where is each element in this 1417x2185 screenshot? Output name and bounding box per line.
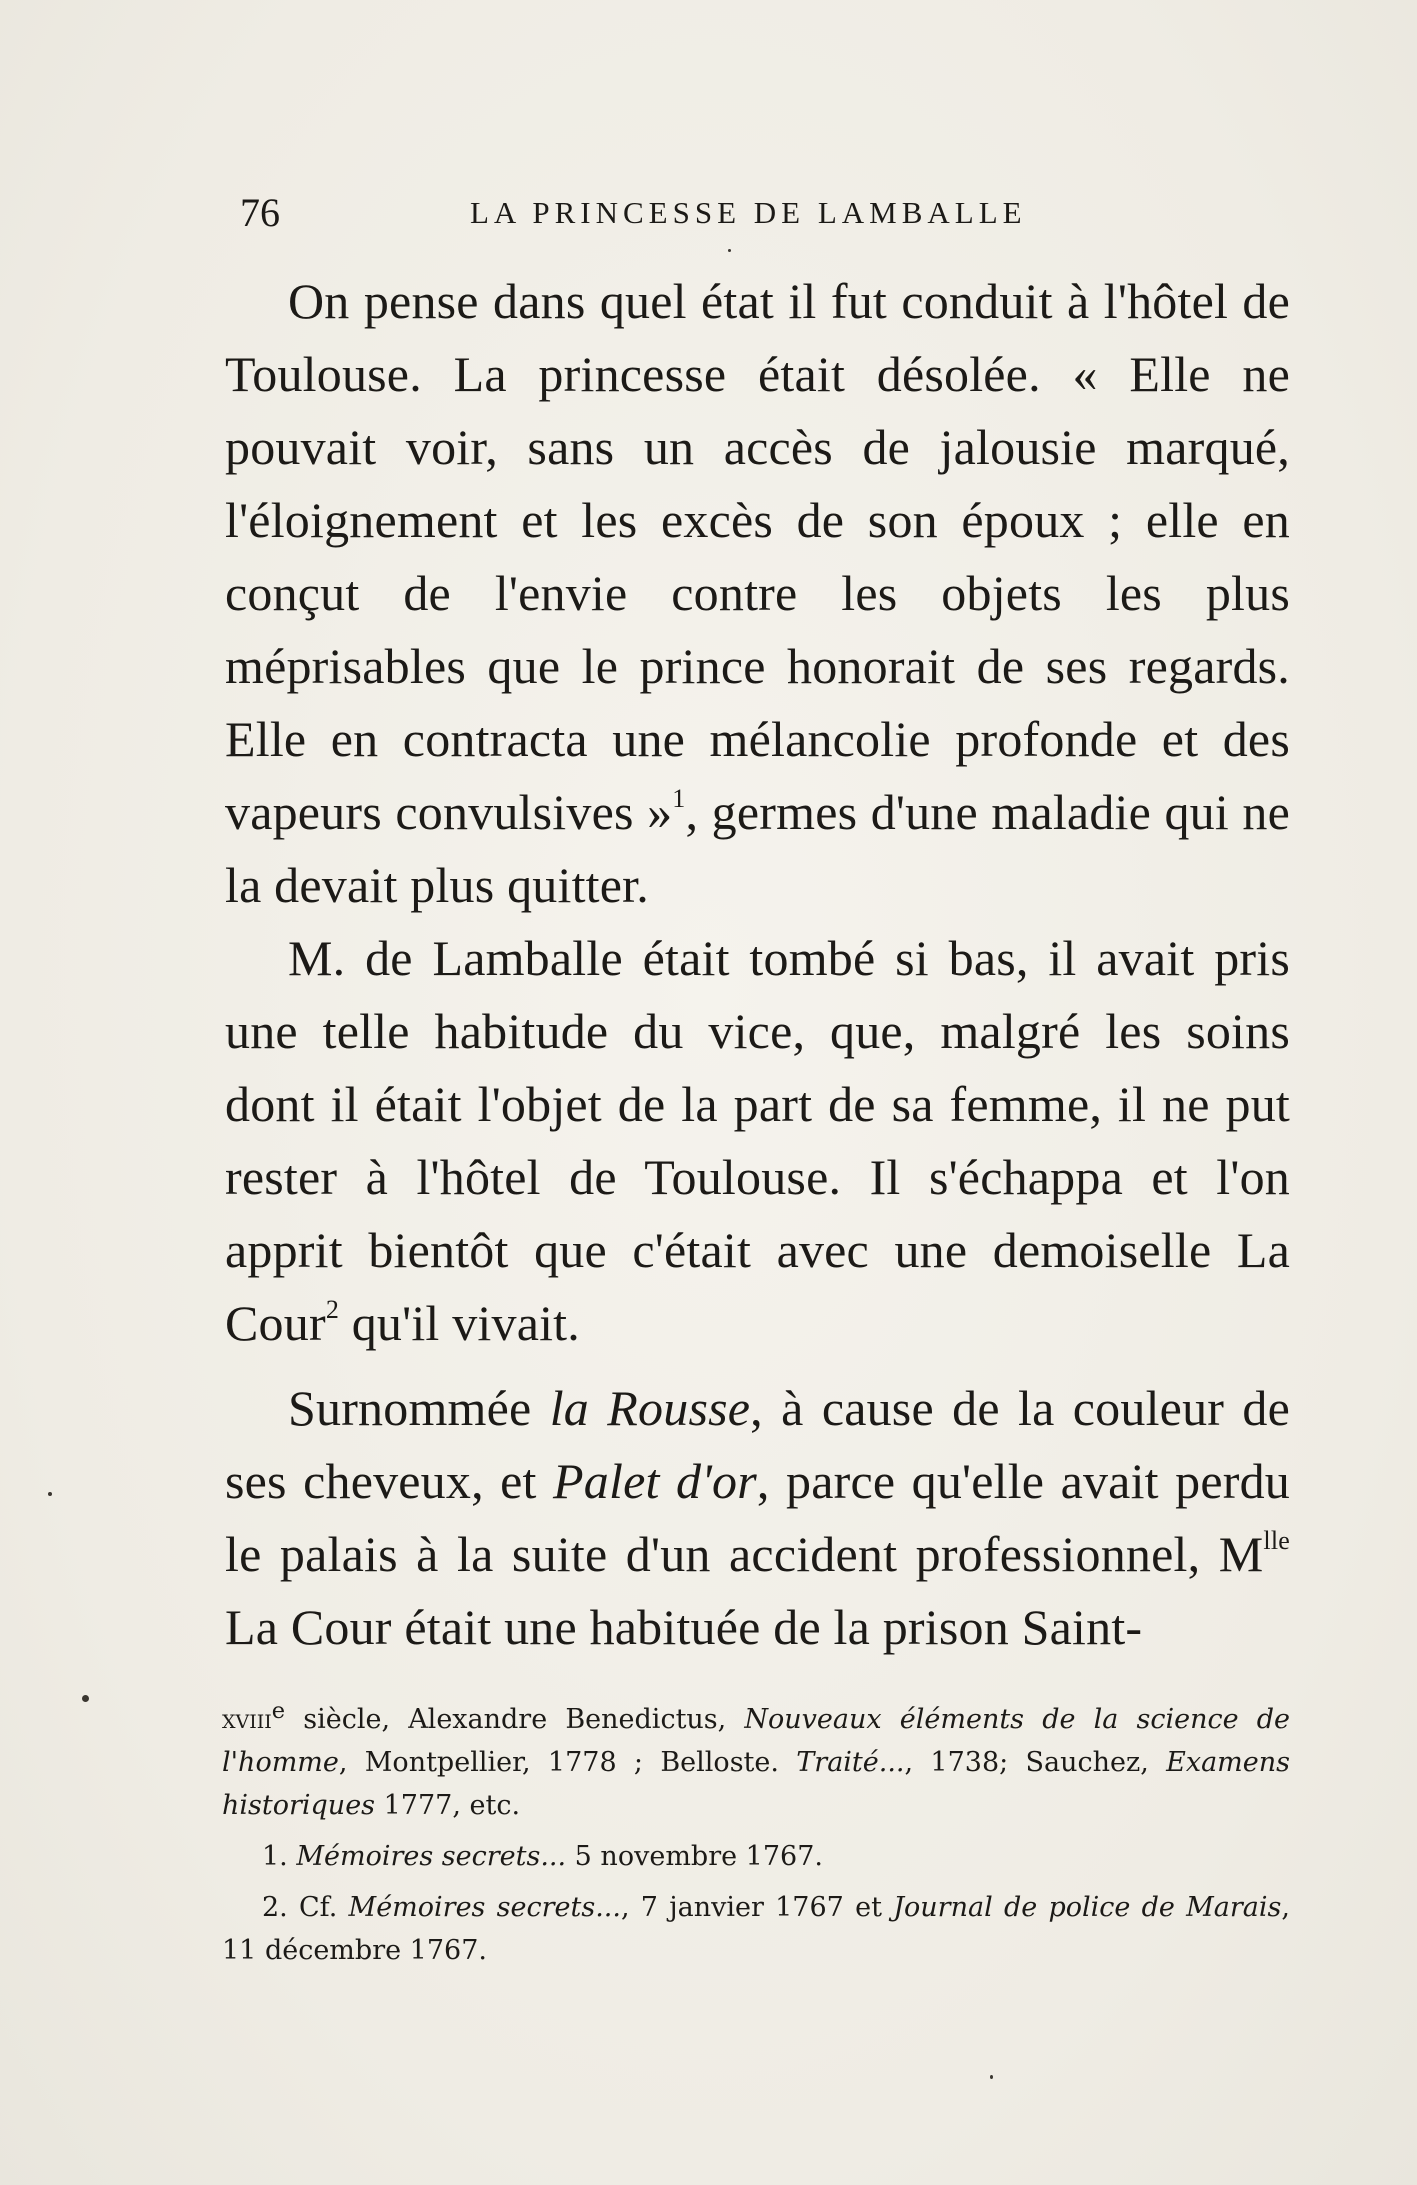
paragraph-2 [225,922,1290,1360]
paragraph-3-lead: Surnommée [288,1380,550,1436]
page-header [230,188,1290,238]
paragraph-1 [225,265,1290,922]
footnote-continuation-title-1: Nouveaux éléments de la science de l'homme [222,1704,1290,1778]
paragraph-3-italic-2: Palet d'or [553,1453,757,1509]
century-numeral: xviii [222,1704,272,1735]
footnote-ref-1: 1 [672,784,686,813]
footnote-continuation [222,1690,1290,1827]
footnote-2-mid: , 7 janvier 1767 et [620,1892,894,1923]
footnote-1-title: Mémoires secrets... [296,1841,567,1872]
paragraph-1-text: On pense dans quel état il fut conduit à l'hôtel de Toulouse. La princesse était désolée. « Elle ne pouvait voir, sans un accès de jalousie marqué, l'éloignement et les excès de son époux ; elle en conçut de l'envie contre les objets les plus méprisables que le prince honorait de ses regards. Elle en contracta une mélancolie profonde et des vapeurs convulsives » [225,273,1290,840]
footnote-1-rest: 5 novembre 1767. [566,1841,823,1872]
paragraph-3-mid-2: , parce qu'elle avait perdu le palais à la suite d'un accident professionnel, M [225,1453,1290,1582]
footnote-2-marker: 2. Cf. [262,1892,349,1923]
main-text [225,265,1290,1664]
footnote-2 [222,1886,1290,1972]
page-number: 76 [240,190,280,235]
paragraph-2-text: M. de Lamballe était tombé si bas, il avait pris une telle habitude du vice, que, malgré les soins dont il était l'objet de la part de sa femme, il ne put rester à l'hôtel de Toulouse. Il s'échappa et l'on apprit bientôt que c'était avec une demoiselle La Cour [225,930,1290,1351]
speck [990,2075,993,2079]
footnote-continuation-part-4: 1777, etc. [375,1790,521,1821]
running-title: LA PRINCESSE DE LAMBALLE [470,195,1027,230]
paragraph-3-mid-1: , à cause de la couleur de ses cheveux, et [225,1380,1290,1509]
paragraph-3-italic-1: la Rousse [549,1380,751,1436]
speck [82,1695,89,1702]
footnote-continuation-title-3: Examens historiques [222,1747,1291,1821]
footnote-ref-2: 2 [325,1295,340,1324]
footnote-2-title-2: Journal de police de Marais [893,1892,1282,1923]
footnote-2-rest: , 11 décembre 1767. [222,1892,1290,1966]
footnote-1-marker: 1. [262,1841,297,1872]
footnotes [222,1690,1290,1980]
paragraph-1-tail: , germes d'une maladie qui ne la devait plus quitter. [225,784,1290,913]
paragraph-3 [225,1372,1290,1664]
footnote-continuation-part-2: , Montpellier, 1778 ; Belloste. [338,1747,797,1778]
footnote-continuation-part-1: siècle, Alexandre Benedictus, [285,1704,745,1735]
paragraph-3-tail: La Cour était une habituée de la prison Saint- [225,1599,1143,1655]
footnote-1 [222,1835,1290,1878]
paragraph-2-tail: qu'il vivait. [339,1295,580,1351]
footnote-2-title-1: Mémoires secrets... [348,1892,621,1923]
speck [48,1492,52,1496]
century-superscript: e [271,1698,286,1724]
speck [728,249,731,252]
footnote-continuation-title-2: Traité... [796,1747,905,1778]
footnote-continuation-part-3: , 1738; Sauchez, [904,1747,1167,1778]
paragraph-3-superscript: lle [1263,1526,1290,1555]
